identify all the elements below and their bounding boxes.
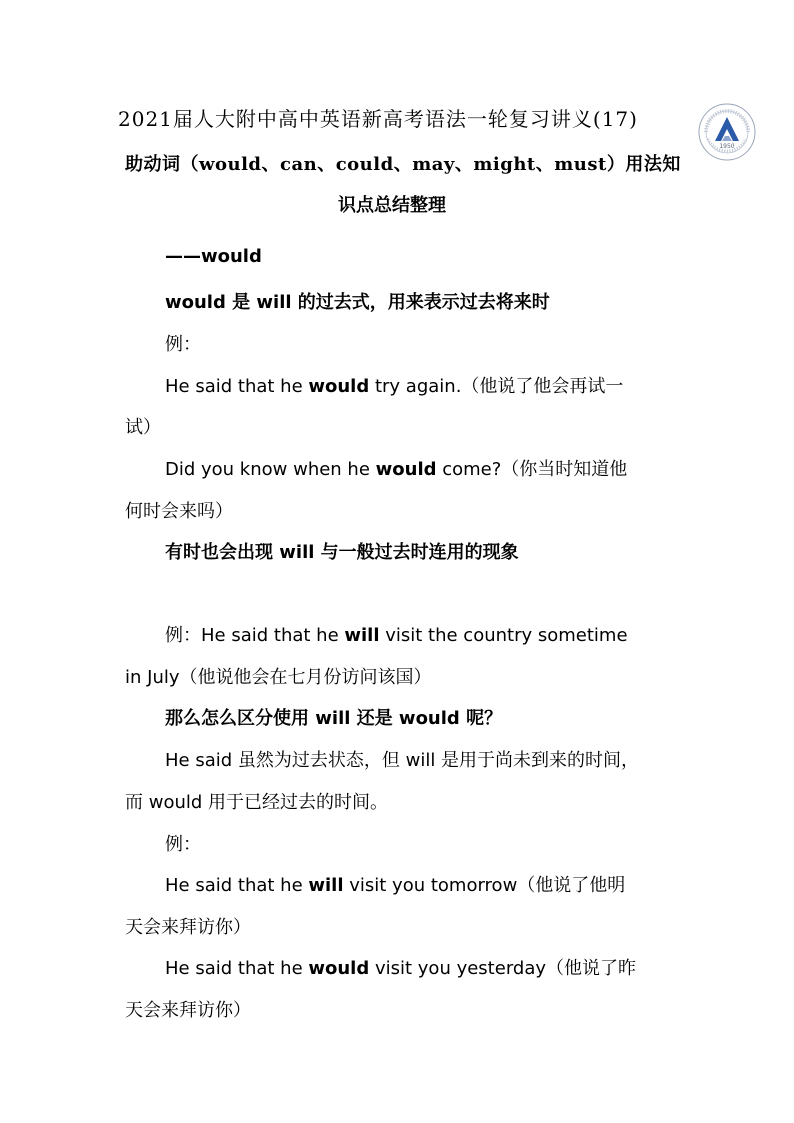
- seal-year: 1950: [719, 143, 735, 150]
- example-sentence: [165, 871, 625, 897]
- example-sentence: [165, 621, 628, 647]
- definition-would: would 是 will 的过去式，用来表示过去将来时: [165, 292, 550, 313]
- example-sentence: [165, 372, 623, 398]
- explanation-line: He said 虽然为过去状态，但 will 是用于尚未到来的时间，: [165, 750, 640, 771]
- example-continuation: 天会来拜访你）: [125, 1000, 251, 1021]
- example-text: He said that he: [165, 958, 309, 979]
- example-keyword: would: [308, 376, 370, 397]
- example-keyword: would: [375, 459, 437, 480]
- example-keyword: will: [344, 625, 380, 646]
- example-text: visit the country sometime: [379, 625, 628, 646]
- heading-will-past: 有时也会出现 will 与一般过去时连用的现象: [165, 542, 519, 563]
- example-keyword: would: [308, 958, 370, 979]
- title-line-1: 2021届人大附中高中英语新高考语法一轮复习讲义(17): [118, 107, 638, 131]
- example-text: try again.（他说了他会再试一: [369, 376, 624, 397]
- example-sentence: [165, 455, 627, 481]
- example-label: 例：: [165, 334, 201, 355]
- example-continuation: in July（他说他会在七月份访问该国）: [125, 667, 432, 688]
- example-text: He said that he: [165, 376, 309, 397]
- example-continuation: 天会来拜访你）: [125, 917, 251, 938]
- example-text: come?（你当时知道他: [436, 459, 628, 480]
- title-line-2: 助动词（would、can、could、may、might、must）用法知: [125, 154, 681, 175]
- heading-would: ——would: [165, 246, 262, 267]
- example-continuation: 试）: [125, 417, 161, 438]
- question-heading: 那么怎么区分使用 will 还是 would 呢？: [165, 708, 503, 729]
- example-keyword: will: [308, 875, 344, 896]
- example-text: He said that he: [165, 875, 309, 896]
- example-label: 例：: [165, 834, 201, 855]
- title-line-3: 识点总结整理: [338, 195, 446, 216]
- example-text: Did you know when he: [165, 459, 376, 480]
- example-sentence: [165, 954, 636, 980]
- school-seal-icon: [698, 103, 756, 161]
- example-text: visit you yesterday（他说了昨: [369, 958, 637, 979]
- example-text: visit you tomorrow（他说了他明: [343, 875, 626, 896]
- example-text: 例：He said that he: [165, 625, 345, 646]
- explanation-line: 而 would 用于已经过去的时间。: [125, 792, 389, 813]
- example-continuation: 何时会来吗）: [125, 501, 233, 522]
